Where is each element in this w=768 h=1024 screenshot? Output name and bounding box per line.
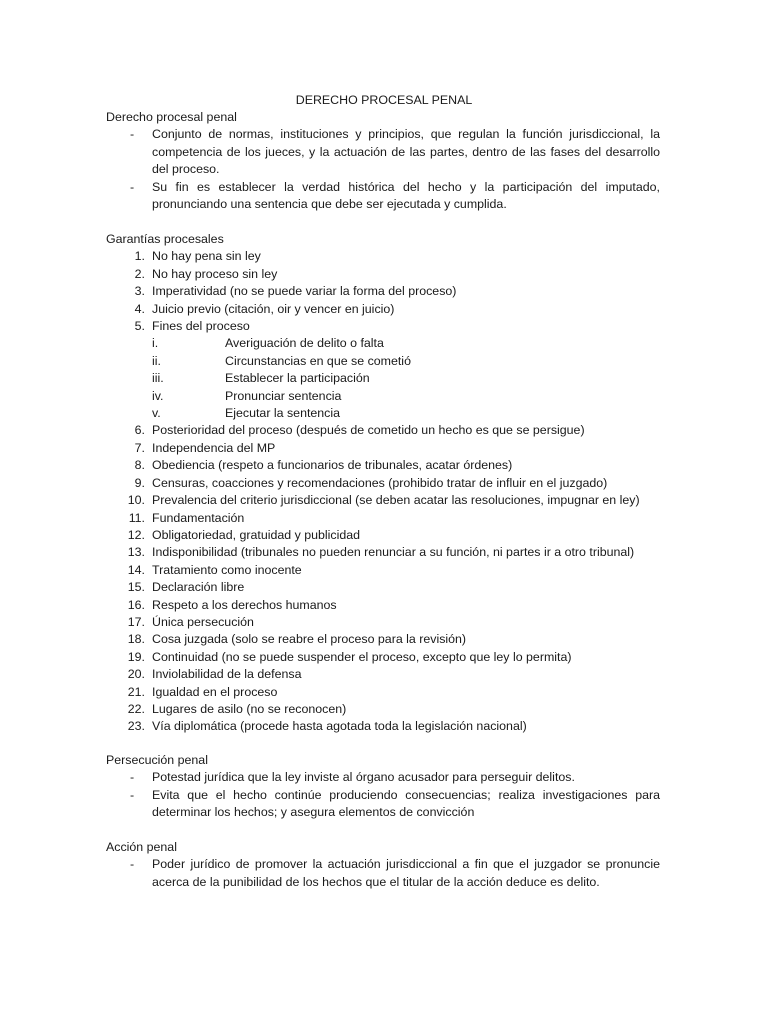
item-text: Obligatoriedad, gratuidad y publicidad [152,527,361,542]
item-number: 16. [127,597,145,612]
list-item [106,318,660,335]
dash-bullet: - [130,857,135,872]
item-text: Igualdad en el proceso [152,684,278,699]
section-heading: Derecho procesal penal [106,110,237,124]
list-item [106,492,660,509]
list-item [106,422,660,439]
item-text: Imperatividad (no se puede variar la forma del proceso) [152,284,457,299]
sub-list-item [106,353,660,370]
bullet-item [106,787,660,822]
item-number: 2. [134,266,145,281]
item-number: 23. [127,719,145,734]
numbered-list [106,248,660,735]
item-text: Obediencia (respeto a funcionarios de tribunales, acatar órdenes) [152,458,513,473]
list-item [106,684,660,701]
bullet-text: Conjunto de normas, instituciones y principios, que regulan la función jurisdiccional, la competencia de los jueces, y la actuación de las partes, dentro de las fases del desarrollo del proceso. [152,127,660,177]
section-heading: Acción penal [106,840,177,854]
list-item [106,527,660,544]
item-text: Posterioridad del proceso (después de cometido un hecho es que se persigue) [152,423,585,438]
list-item [106,283,660,300]
item-number: 17. [127,614,145,629]
item-number: 4. [134,301,145,316]
item-text: Lugares de asilo (no se reconocen) [152,701,347,716]
list-item [106,510,660,527]
section-persecucion-penal [106,752,660,822]
list-item [106,457,660,474]
item-text: Respeto a los derechos humanos [152,597,337,612]
list-item [106,475,660,492]
item-number: 12. [127,527,145,542]
item-text: Fundamentación [152,510,245,525]
list-item [106,579,660,596]
item-number: 9. [134,475,145,490]
bullet-text: Poder jurídico de promover la actuación jurisdiccional a fin que el juzgador se pronuncie acerca de la punibilidad de los hechos que el titular de la acción deduce es delito. [152,857,660,889]
sub-list-item [106,370,660,387]
document-title: DERECHO PROCESAL PENAL [295,93,473,107]
roman-numeral: v. [152,406,161,421]
list-item [106,248,660,265]
roman-numeral: iv. [152,388,164,403]
bullet-item [106,769,660,786]
item-number: 13. [127,545,145,560]
item-text: Inviolabilidad de la defensa [152,667,302,682]
sub-list-item [106,405,660,422]
roman-numeral: i. [152,336,159,351]
roman-numeral: ii. [152,353,161,368]
list-item [106,562,660,579]
bullet-text: Evita que el hecho continúe produciendo consecuencias; realiza investigaciones para determinar los hechos; y asegura elementos de convicción [152,787,660,820]
item-number: 22. [127,701,145,716]
item-text: Cosa juzgada (solo se reabre el proceso para la revisión) [152,632,467,647]
item-number: 6. [134,423,145,438]
list-item [106,614,660,631]
list-item [106,597,660,614]
item-text: Prevalencia del criterio jurisdiccional (se deben acatar las resoluciones, impugnar en ley) [152,493,640,508]
item-number: 8. [134,458,145,473]
item-text: Indisponibilidad (tribunales no pueden renunciar a su función, ni partes ir a otro tribunal) [152,545,635,560]
sub-item-text: Establecer la participación [225,371,370,386]
item-text: No hay proceso sin ley [152,266,278,281]
item-number: 10. [127,493,145,508]
bullet-item [106,126,660,178]
item-text: Censuras, coacciones y recomendaciones (prohibido tratar de influir en el juzgado) [152,475,608,490]
sub-item-text: Averiguación de delito o falta [225,336,384,351]
sub-list-item [106,335,660,352]
list-item [106,666,660,683]
item-text: Fines del proceso [152,319,250,334]
item-text: Juicio previo (citación, oir y vencer en juicio) [152,301,395,316]
item-number: 1. [134,249,145,264]
item-number: 14. [127,562,145,577]
item-number: 5. [134,319,145,334]
item-number: 3. [134,284,145,299]
list-item [106,631,660,648]
item-number: 19. [127,649,145,664]
bullet-item [106,856,660,891]
item-text: No hay pena sin ley [152,249,261,264]
roman-numeral: iii. [152,371,164,386]
item-number: 15. [127,580,145,595]
list-item [106,440,660,457]
list-item [106,718,660,735]
item-text: Tratamiento como inocente [152,562,302,577]
item-number: 21. [127,684,145,699]
section-accion-penal [106,839,660,891]
item-number: 11. [128,510,145,525]
list-item [106,701,660,718]
item-text: Continuidad (no se puede suspender el proceso, excepto que ley lo permita) [152,649,572,664]
dash-bullet: - [130,787,135,802]
item-text: Declaración libre [152,580,245,595]
list-item [106,266,660,283]
sub-list-item [106,388,660,405]
bullet-item [106,179,660,214]
section-heading: Persecución penal [106,753,208,767]
bullet-text: Potestad jurídica que la ley inviste al órgano acusador para perseguir delitos. [152,770,575,785]
item-number: 20. [127,667,145,682]
sub-item-text: Circunstancias en que se cometió [225,353,411,368]
dash-bullet: - [130,127,135,142]
list-item [106,649,660,666]
list-item [106,544,660,561]
item-text: Vía diplomática (procede hasta agotada toda la legislación nacional) [152,719,527,734]
sub-item-text: Pronunciar sentencia [225,388,342,403]
section-derecho-procesal [106,109,660,213]
section-heading: Garantías procesales [106,232,224,246]
item-number: 7. [134,440,145,455]
dash-bullet: - [130,770,135,785]
dash-bullet: - [130,179,135,194]
bullet-text: Su fin es establecer la verdad histórica del hecho y la participación del imputado, pronunciando una sentencia que debe ser ejecutada y cumplida. [152,179,660,212]
list-item [106,301,660,318]
item-text: Independencia del MP [152,440,276,455]
item-number: 18. [127,632,145,647]
item-text: Única persecución [152,614,254,629]
sub-item-text: Ejecutar la sentencia [225,406,341,421]
section-garantias-procesales [106,231,660,736]
